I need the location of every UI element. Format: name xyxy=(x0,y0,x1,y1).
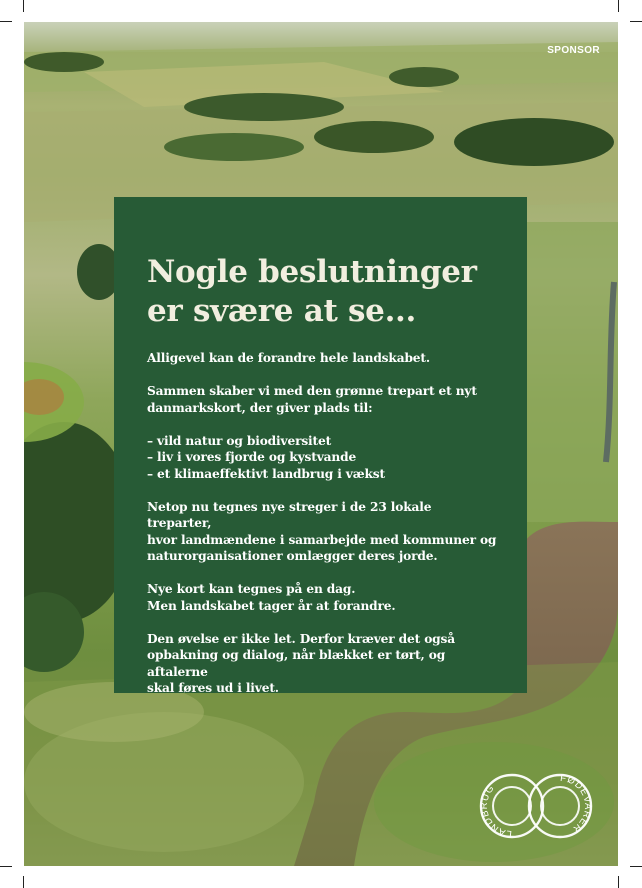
headline-line: Nogle beslutninger xyxy=(147,254,477,290)
paragraph-intro xyxy=(147,350,497,367)
body-copy xyxy=(147,350,497,697)
text-line: Men landskabet tager år at forandre. xyxy=(147,598,396,613)
landbrug-fodevarer-logo xyxy=(478,773,594,841)
text-line: naturorganisationer omlægger deres jorde. xyxy=(147,549,438,563)
paragraph-list xyxy=(147,433,497,483)
list-item: – et klimaeffektivt landbrug i vækst xyxy=(147,466,385,481)
text-line: danmarkskort, der giver plads til: xyxy=(147,400,373,415)
paragraph-closing xyxy=(147,631,497,697)
text-line: skal føres ud i livet. xyxy=(147,681,279,695)
crop-mark-bottom-right-h xyxy=(630,866,642,867)
crop-mark-bottom-left-v xyxy=(23,876,24,888)
logo-left-word: LANDBRUG xyxy=(478,782,513,840)
crop-mark-top-left-h xyxy=(0,21,12,22)
crop-mark-bottom-right-v xyxy=(618,876,619,888)
text-line: Alligevel kan de forandre hele landskabet. xyxy=(147,351,430,365)
paragraph-maps xyxy=(147,581,497,614)
text-line: Sammen skaber vi med den grønne trepart et nyt xyxy=(147,384,477,398)
text-line: hvor landmændene i samarbejde med kommuner og xyxy=(147,532,497,547)
crop-mark-top-left-v xyxy=(23,0,24,12)
headline xyxy=(147,253,497,331)
text-line: Netop nu tegnes nye streger i de 23 lokale treparter, xyxy=(147,499,432,530)
list-item: – vild natur og biodiversitet xyxy=(147,433,332,448)
list-item: – liv i vores fjorde og kystvande xyxy=(147,450,357,464)
text-line: opbakning og dialog, når blækket er tørt, og aftalerne xyxy=(147,648,446,679)
crop-mark-top-right-h xyxy=(630,21,642,22)
paragraph-trepart xyxy=(147,383,497,416)
sponsor-label: SPONSOR xyxy=(547,45,600,56)
text-line: Den øvelse er ikke let. Derfor kræver det også xyxy=(147,631,455,646)
logo-right-word: FØDEVARER xyxy=(559,773,594,835)
message-panel xyxy=(114,197,527,693)
headline-line: er svære at se... xyxy=(147,293,417,329)
paragraph-treparter xyxy=(147,499,497,565)
crop-mark-bottom-left-h xyxy=(0,866,12,867)
text-line: Nye kort kan tegnes på en dag. xyxy=(147,582,356,596)
crop-mark-top-right-v xyxy=(618,0,619,12)
